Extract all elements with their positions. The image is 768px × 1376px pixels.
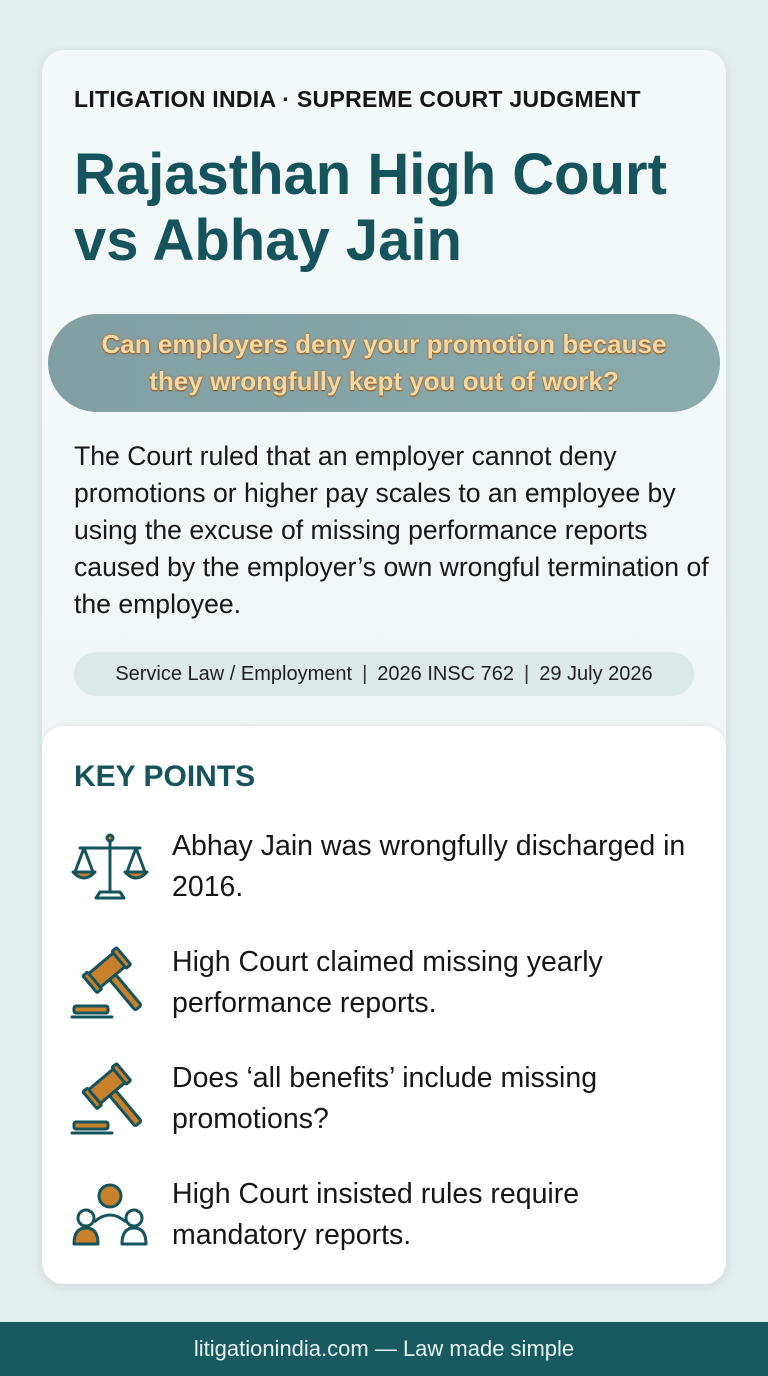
key-point-item [70,826,690,916]
judgment-card [42,50,726,1284]
key-point-text: Does ‘all benefits’ include missing promotions? [172,1062,598,1135]
scales-icon [70,830,150,906]
footer-text[interactable]: litigationindia.com — Law made simple [193,1336,575,1361]
gavel-icon [70,946,150,1022]
case-title: Rajasthan High Court vs Abhay Jain [74,142,667,273]
key-point-text: High Court claimed missing yearly performance reports. [172,946,603,1019]
meta-separator: | [524,662,530,685]
case-date: 29 July 2026 [539,662,653,685]
key-points-panel [42,726,726,1284]
case-citation: 2026 INSC 762 [377,662,515,685]
key-point-item [70,1174,690,1264]
case-meta-pill [74,652,694,696]
case-category: Service Law / Employment [115,662,353,685]
key-point-item [70,1058,690,1148]
publication-eyebrow: LITIGATION INDIA · SUPREME COURT JUDGMENT [74,86,641,112]
key-point-text: Abhay Jain was wrongfully discharged in 2016. [172,830,686,903]
key-points-heading: KEY POINTS [74,760,256,793]
ruling-summary: The Court ruled that an employer cannot deny promotions or higher pay scales to an employee by using the excuse of missing performance reports caused by the employer’s own wrongful termination of the employee. [74,441,709,619]
question-banner [48,314,720,412]
meta-separator: | [362,662,368,685]
footer-bar [0,1322,768,1376]
key-point-item [70,942,690,1032]
gavel-icon [70,1062,150,1138]
key-point-text: High Court insisted rules require mandatory reports. [172,1178,580,1251]
question-text: Can employers deny your promotion because they wrongfully kept you out of work? [101,329,667,396]
people-icon [70,1178,150,1254]
